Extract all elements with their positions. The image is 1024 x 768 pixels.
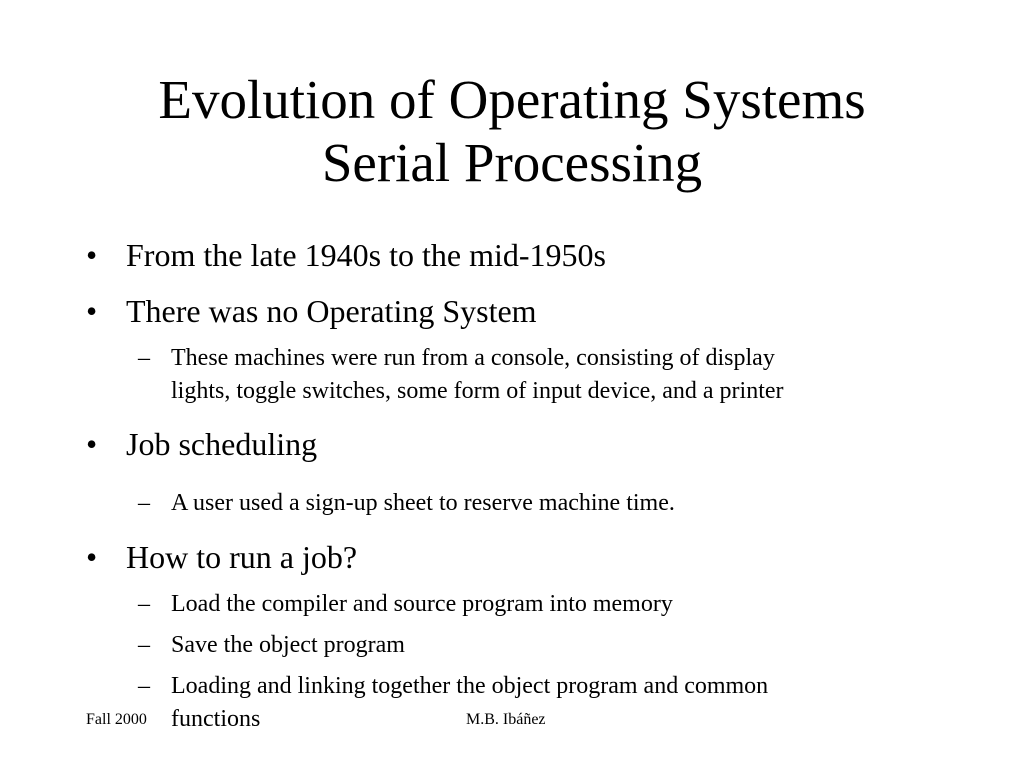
sub-bullet-text: Loading and linking together the object program and common: [171, 673, 769, 699]
sub-bullet-text: Load the compiler and source program into memory: [171, 591, 673, 617]
title-line-1: Evolution of Operating Systems: [158, 69, 866, 130]
title-line-2: Serial Processing: [321, 132, 703, 193]
bullet-text: How to run a job?: [126, 539, 358, 575]
dash-icon: –: [138, 345, 150, 371]
bullet-icon: •: [86, 426, 98, 462]
sub-bullet-text: functions: [171, 706, 261, 732]
bullet-text: From the late 1940s to the mid-1950s: [126, 237, 606, 273]
dash-icon: –: [138, 591, 150, 617]
bullet-icon: •: [86, 237, 98, 273]
sub-bullet-text: These machines were run from a console, consisting of display: [171, 345, 775, 371]
footer-author: M.B. Ibáñez: [466, 711, 546, 728]
sub-bullet-text: A user used a sign-up sheet to reserve machine time.: [171, 490, 675, 516]
bullet-text: There was no Operating System: [126, 293, 537, 329]
sub-bullet-text: lights, toggle switches, some form of input device, and a printer: [171, 378, 784, 404]
bullet-text: Job scheduling: [126, 426, 318, 462]
bullet-icon: •: [86, 293, 98, 329]
dash-icon: –: [138, 673, 150, 699]
footer-date: Fall 2000: [86, 711, 147, 728]
dash-icon: –: [138, 632, 150, 658]
bullet-icon: •: [86, 539, 98, 575]
dash-icon: –: [138, 490, 150, 516]
slide-title: [0, 68, 1024, 194]
sub-bullet-text: Save the object program: [171, 632, 405, 658]
